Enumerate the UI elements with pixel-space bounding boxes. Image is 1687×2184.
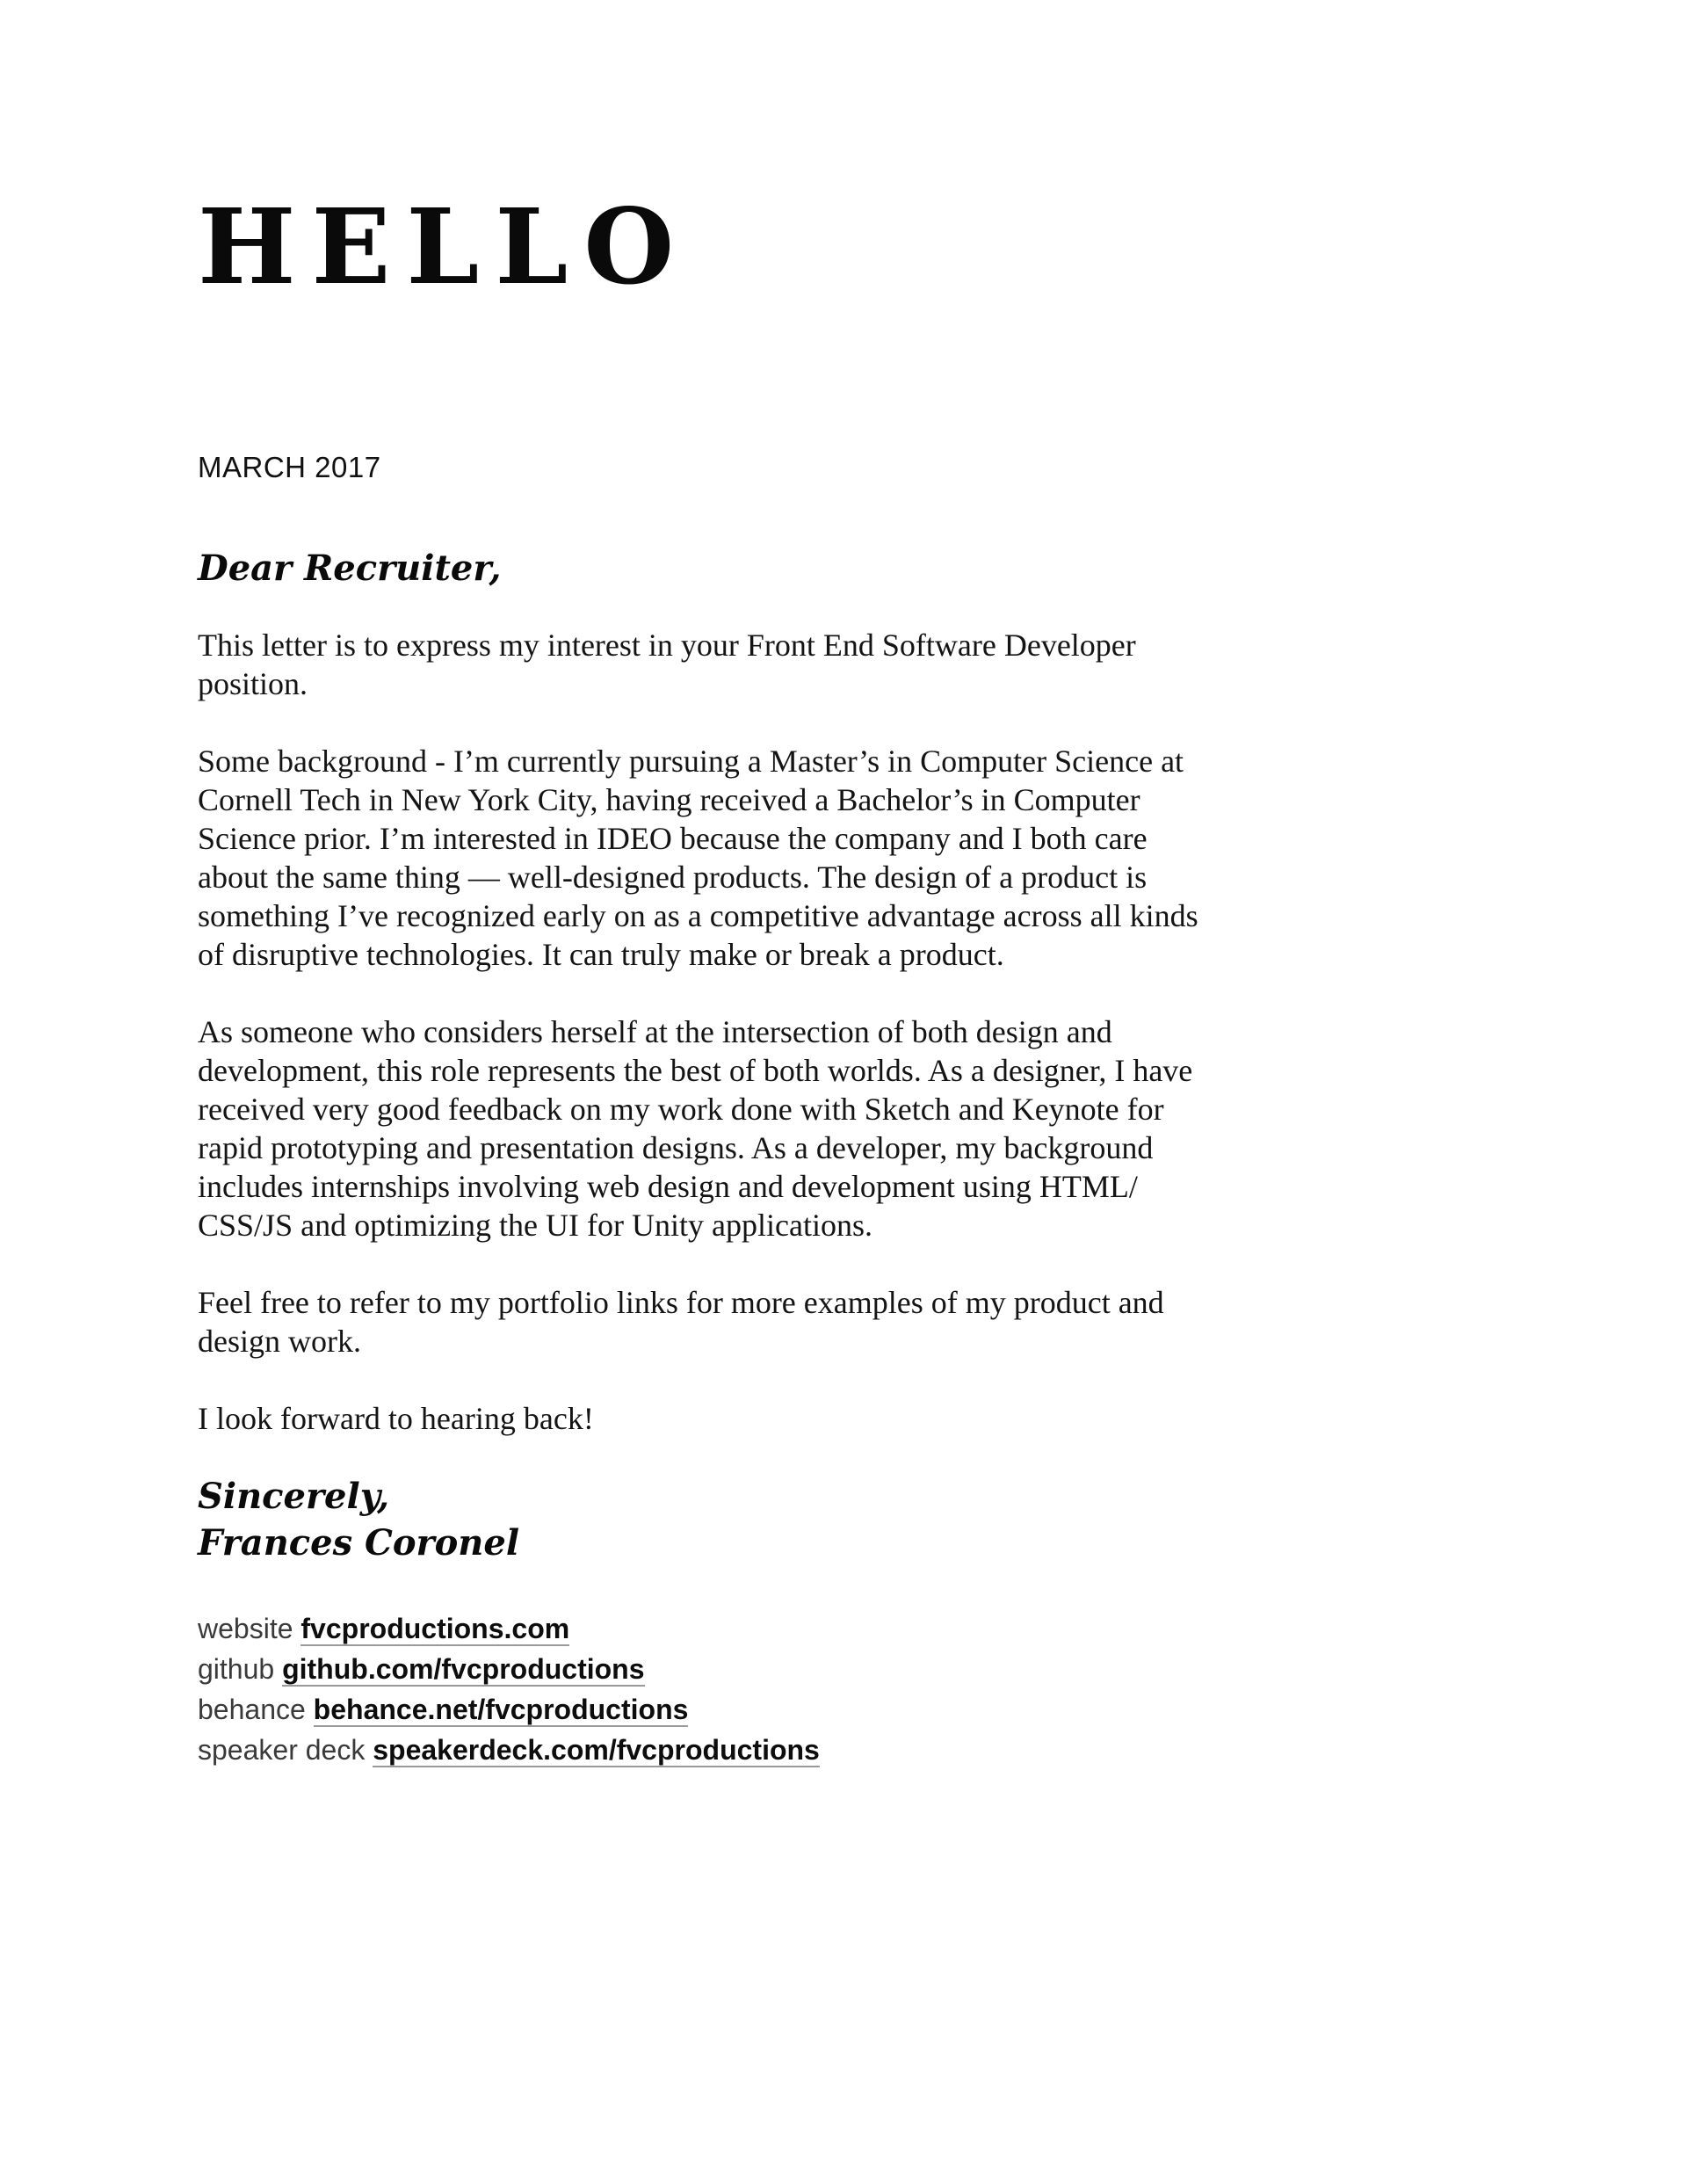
body-line: I look forward to hearing back! [198,1401,594,1436]
paragraph-portfolio [198,1283,1296,1360]
link-label: speaker deck [198,1734,373,1766]
body-line: Cornell Tech in New York City, having received a Bachelor’s in Computer [198,782,1140,817]
link-label: behance [198,1694,314,1725]
letter-date: MARCH 2017 [198,451,381,483]
link-row-github [198,1649,820,1689]
paragraph-intro [198,626,1296,703]
portfolio-links [198,1608,820,1770]
link-label: website [198,1613,301,1644]
body-line: development, this role represents the best of both worlds. As a designer, I have [198,1053,1193,1088]
website-link[interactable]: fvcproductions.com [300,1613,570,1644]
body-line: Some background - I’m currently pursuing a Master’s in Computer Science at [198,744,1184,779]
body-line: position. [198,666,308,701]
body-line: This letter is to express my interest in your Front End Software Developer [198,628,1136,663]
paragraph-design-development [198,1012,1296,1244]
body-line: includes internships involving web design and development using HTML/ [198,1169,1138,1204]
body-line: Science prior. I’m interested in IDEO because the company and I both care [198,821,1148,856]
link-row-website [198,1608,820,1649]
body-line: CSS/JS and optimizing the UI for Unity applications. [198,1208,872,1243]
letter-body [198,626,1296,1477]
body-line: Feel free to refer to my portfolio links for more examples of my product and [198,1285,1164,1320]
salutation: Dear Recruiter, [198,548,502,589]
speakerdeck-link[interactable]: speakerdeck.com/fvcproductions [373,1734,820,1766]
body-line: received very good feedback on my work done with Sketch and Keynote for [198,1092,1164,1127]
page-title: HELLO [198,185,691,308]
body-line: As someone who considers herself at the intersection of both design and [198,1014,1112,1049]
body-line: of disruptive technologies. It can truly make or break a product. [198,937,1004,972]
signoff [198,1473,519,1566]
signature-name: Frances Coronel [198,1522,520,1564]
behance-link[interactable]: behance.net/fvcproductions [313,1694,689,1725]
body-line: rapid prototyping and presentation designs. As a developer, my background [198,1130,1154,1165]
link-row-behance [198,1689,820,1730]
paragraph-background [198,742,1296,974]
paragraph-closing-remark [198,1399,1296,1438]
body-line: design work. [198,1324,361,1359]
link-label: github [198,1653,283,1685]
closing: Sincerely, [198,1476,390,1517]
github-link[interactable]: github.com/fvcproductions [282,1653,645,1685]
link-row-speaker-deck [198,1730,820,1770]
body-line: about the same thing — well-designed products. The design of a product is [198,860,1148,895]
body-line: something I’ve recognized early on as a competitive advantage across all kinds [198,898,1198,933]
